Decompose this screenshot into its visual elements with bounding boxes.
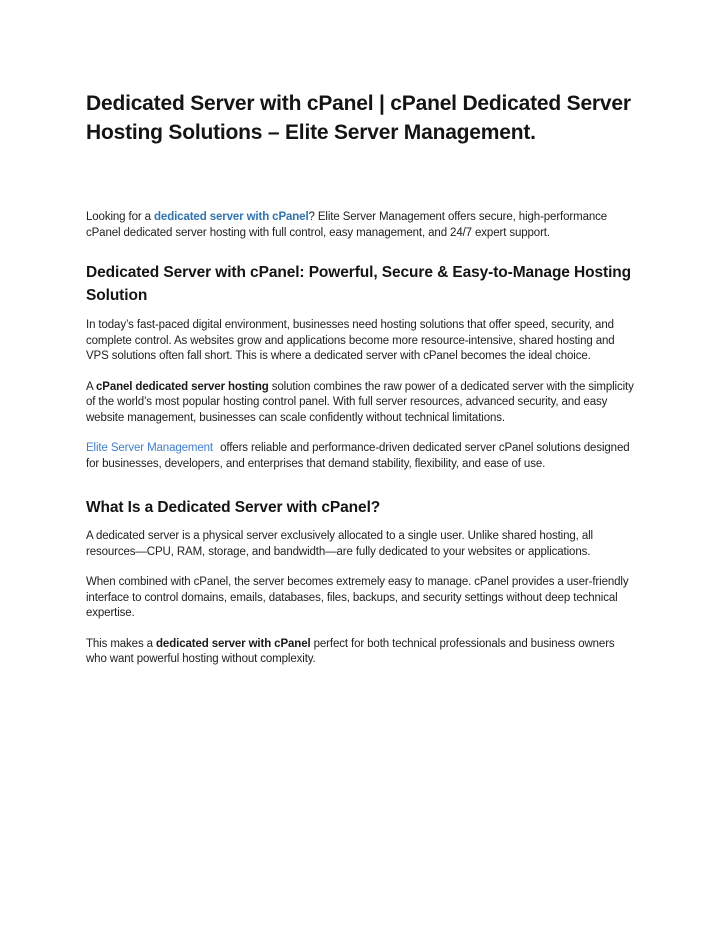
- cpanel-dedicated-server-hosting-bold-text: cPanel dedicated server hosting: [96, 380, 269, 393]
- what-is-p3-pre: This makes a: [86, 637, 157, 650]
- intro-text-post: ? Elite Server Management offers secure, high-performance cPanel dedicated server hosting with full control, easy management, and 24/7 expert support.: [86, 211, 608, 239]
- solution-p2-post: solution combines the raw power of a dedicated server with the simplicity of the world’s most popular hosting control panel. With full server resources, advanced security, and easy website management, businesses can scale confidently without technical limitations.: [86, 380, 634, 424]
- intro-text-pre: Looking for a: [86, 211, 155, 223]
- what-is-paragraph-1: A dedicated server is a physical server exclusively allocated to a single user. Unlike shared hosting, all resources—CPU, RAM, storage, and bandwidth—are fully dedicated to your websites or applications.: [86, 530, 593, 558]
- solution-paragraph-2: [86, 380, 634, 427]
- section-heading-solution: Dedicated Server with cPanel: Powerful, Secure & Easy-to-Manage Hosting Solution: [86, 264, 632, 304]
- solution-p2-pre: A: [86, 380, 96, 393]
- intro-paragraph: [86, 210, 634, 241]
- document-title: Dedicated Server with cPanel | cPanel Dedicated Server Hosting Solutions – Elite Server Management.: [86, 92, 631, 144]
- dedicated-server-with-cpanel-bold-text: dedicated server with cPanel: [156, 637, 311, 650]
- what-is-paragraph-3: [86, 637, 634, 668]
- section-heading-what-is: What Is a Dedicated Server with cPanel?: [86, 499, 381, 516]
- elite-server-management-link[interactable]: Elite Server Management: [86, 442, 213, 454]
- dedicated-server-with-cpanel-link[interactable]: dedicated server with cPanel: [154, 211, 309, 223]
- solution-paragraph-3: [86, 441, 634, 472]
- what-is-paragraph-2: When combined with cPanel, the server becomes extremely easy to manage. cPanel provides a user-friendly interface to control domains, emails, databases, files, backups, and security settings without deep technical expertise.: [86, 576, 629, 619]
- solution-p3-post: offers reliable and performance-driven dedicated server cPanel solutions designed for businesses, developers, and enterprises that demand stability, flexibility, and ease of use.: [86, 442, 630, 470]
- what-is-p3-post: perfect for both technical professionals and business owners who want powerful hosting without complexity.: [86, 637, 615, 665]
- solution-paragraph-1: In today’s fast-paced digital environment, businesses need hosting solutions that offer speed, security, and complete control. As websites grow and applications become more resource-intensive, shared hosting and VPS solutions often fall short. This is where a dedicated server with cPanel becomes the ideal choice.: [86, 319, 615, 362]
